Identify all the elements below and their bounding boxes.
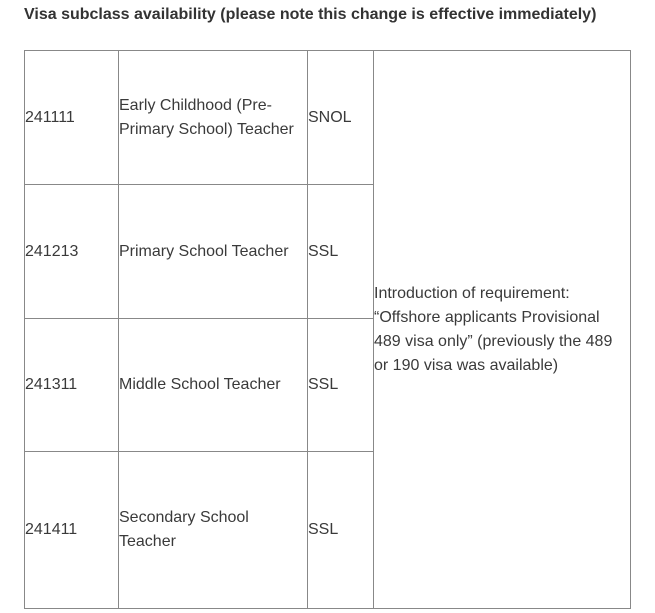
visa-subclass-table — [24, 50, 631, 609]
occupation-list-cell: SSL — [308, 452, 374, 609]
page-heading: Visa subclass availability (please note this change is effective immediately) — [24, 6, 597, 23]
occupation-list-cell: SSL — [308, 185, 374, 319]
occupation-list-cell: SSL — [308, 319, 374, 452]
occupation-name-cell: Secondary School Teacher — [119, 452, 308, 609]
occupation-code-cell: 241111 — [25, 51, 119, 185]
occupation-code-cell: 241213 — [25, 185, 119, 319]
table-row — [25, 51, 631, 185]
occupation-name-cell: Early Childhood (Pre-Primary School) Teacher — [119, 51, 308, 185]
occupation-name-cell: Middle School Teacher — [119, 319, 308, 452]
occupation-name-cell: Primary School Teacher — [119, 185, 308, 319]
requirement-note-cell: Introduction of requirement: “Offshore applicants Provisional 489 visa only” (previously the 489 or 190 visa was available) — [374, 51, 631, 609]
occupation-code-cell: 241411 — [25, 452, 119, 609]
occupation-code-cell: 241311 — [25, 319, 119, 452]
occupation-list-cell: SNOL — [308, 51, 374, 185]
